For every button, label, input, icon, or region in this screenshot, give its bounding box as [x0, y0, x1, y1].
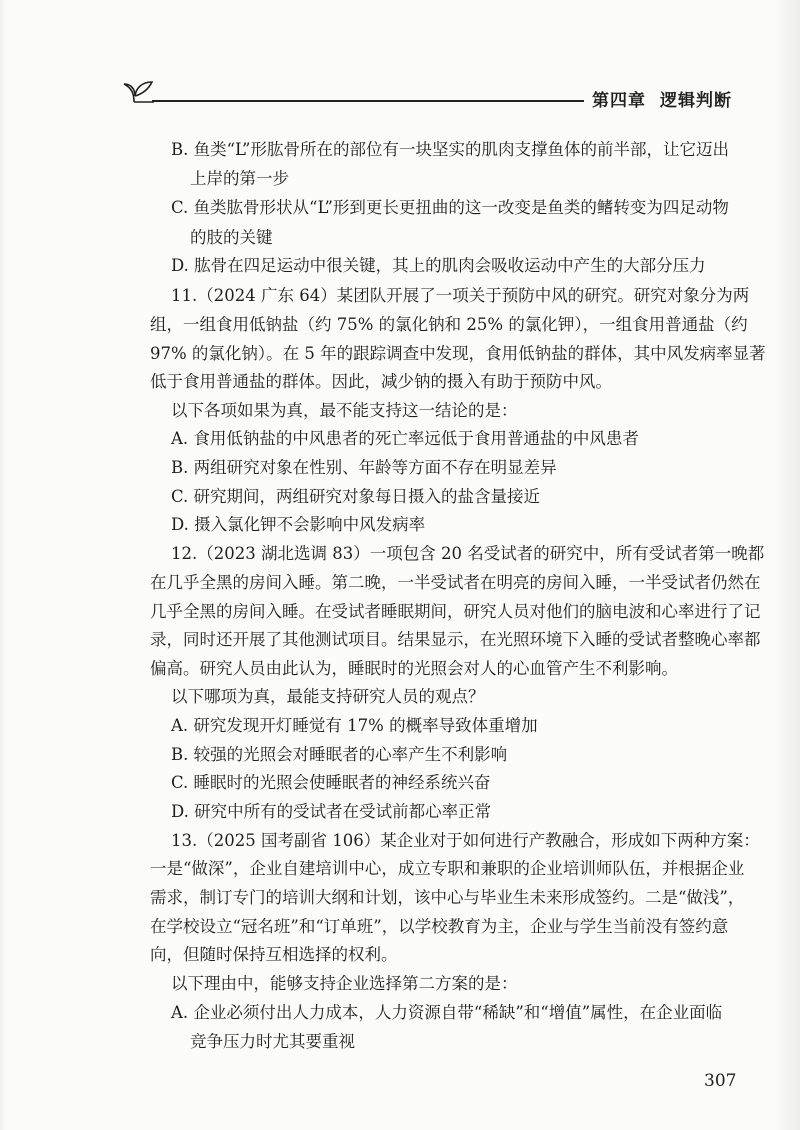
- section-label: 逻辑判断: [660, 91, 732, 111]
- q10-option-c-line-1: C. 鱼类肱骨形状从“L”形到更长更扭曲的这一改变是鱼类的鳍转变为四足动物: [171, 198, 729, 217]
- q12-stem-line-4: 录，同时还开展了其他测试项目。结果显示，在光照环境下入睡的受试者整晚心率都: [150, 630, 761, 649]
- q12-option-a: A. 研究发现开灯睡觉有 17% 的概率导致体重增加: [171, 716, 538, 735]
- q13-stem-line-2: 一是“做深”，企业自建培训中心，成立专职和兼职的企业培训师队伍，并根据企业: [150, 859, 745, 878]
- page-right-edge-shadow: [774, 0, 800, 1130]
- q13-option-a-line-1: A. 企业必须付出人力成本，人力资源自带“稀缺”和“增值”属性，在企业面临: [171, 1003, 723, 1022]
- sprout-leaf-icon: [120, 78, 156, 104]
- q12-question: 以下哪项为真，最能支持研究人员的观点？: [171, 687, 485, 706]
- q10-option-b-line-1: B. 鱼类“L”形肱骨所在的部位有一块坚实的肌肉支撑鱼体的前半部，让它迈出: [171, 140, 729, 159]
- q13-stem-line-4: 在学校设立“冠名班”和“订单班”，以学校教育为主，企业与学生当前没有签约意: [150, 917, 729, 936]
- q13-stem-line-1: 13.（2025 国考副省 106）某企业对于如何进行产教融合，形成如下两种方案：: [171, 831, 760, 850]
- chapter-label: 第四章: [592, 91, 646, 111]
- q10-option-d: D. 肱骨在四足运动中很关键，其上的肌肉会吸收运动中产生的大部分压力: [171, 256, 706, 275]
- q11-stem-line-3: 97% 的氯化钠）。在 5 年的跟踪调查中发现，食用低钠盐的群体，其中风发病率显著: [150, 344, 766, 363]
- q10-option-c-line-2: 的肢的关键: [190, 228, 273, 247]
- q12-stem-line-2: 在几乎全黑的房间入睡。第二晚，一半受试者在明亮的房间入睡，一半受试者仍然在: [150, 573, 761, 592]
- page-number: 307: [704, 1071, 737, 1091]
- header-rule: [152, 100, 584, 102]
- q11-stem-line-2: 组，一组食用低钠盐（约 75% 的氯化钠和 25% 的氯化钾），一组食用普通盐（约: [150, 315, 748, 334]
- q12-option-d: D. 研究中所有的受试者在受试前都心率正常: [171, 802, 492, 821]
- q11-stem-line-4: 低于食用普通盐的群体。因此，减少钠的摄入有助于预防中风。: [150, 372, 612, 391]
- q13-stem-line-3: 需求，制订专门的培训大纲和计划，该中心与毕业生未来形成签约。二是“做浅”，: [150, 888, 745, 907]
- q13-question: 以下理由中，能够支持企业选择第二方案的是：: [171, 974, 518, 993]
- q11-option-d: D. 摄入氯化钾不会影响中风发病率: [171, 515, 426, 534]
- q13-stem-line-5: 向，但随时保持互相选择的权利。: [150, 945, 398, 964]
- q11-option-b: B. 两组研究对象在性别、年龄等方面不存在明显差异: [171, 458, 557, 477]
- chapter-header: [592, 86, 732, 111]
- q12-stem-line-5: 偏高。研究人员由此认为，睡眠时的光照会对人的心血管产生不利影响。: [150, 659, 678, 678]
- q12-option-c: C. 睡眠时的光照会使睡眠者的神经系统兴奋: [171, 773, 491, 792]
- q13-option-a-line-2: 竞争压力时尤其要重视: [190, 1032, 355, 1051]
- q11-question: 以下各项如果为真，最不能支持这一结论的是：: [171, 401, 518, 420]
- q12-stem-line-3: 几乎全黑的房间入睡。在受试者睡眠期间，研究人员对他们的脑电波和心率进行了记: [150, 602, 761, 621]
- q10-option-b-line-2: 上岸的第一步: [190, 169, 289, 188]
- q11-option-c: C. 研究期间，两组研究对象每日摄入的盐含量接近: [171, 487, 541, 506]
- q12-stem-line-1: 12.（2023 湖北选调 83）一项包含 20 名受试者的研究中，所有受试者第一晚都: [171, 544, 765, 563]
- q11-stem-line-1: 11.（2024 广东 64）某团队开展了一项关于预防中风的研究。研究对象分为两: [171, 286, 750, 305]
- q11-option-a: A. 食用低钠盐的中风患者的死亡率远低于食用普通盐的中风患者: [171, 429, 639, 448]
- q12-option-b: B. 较强的光照会对睡眠者的心率产生不利影响: [171, 745, 508, 764]
- page-left-edge-shadow: [0, 0, 6, 1130]
